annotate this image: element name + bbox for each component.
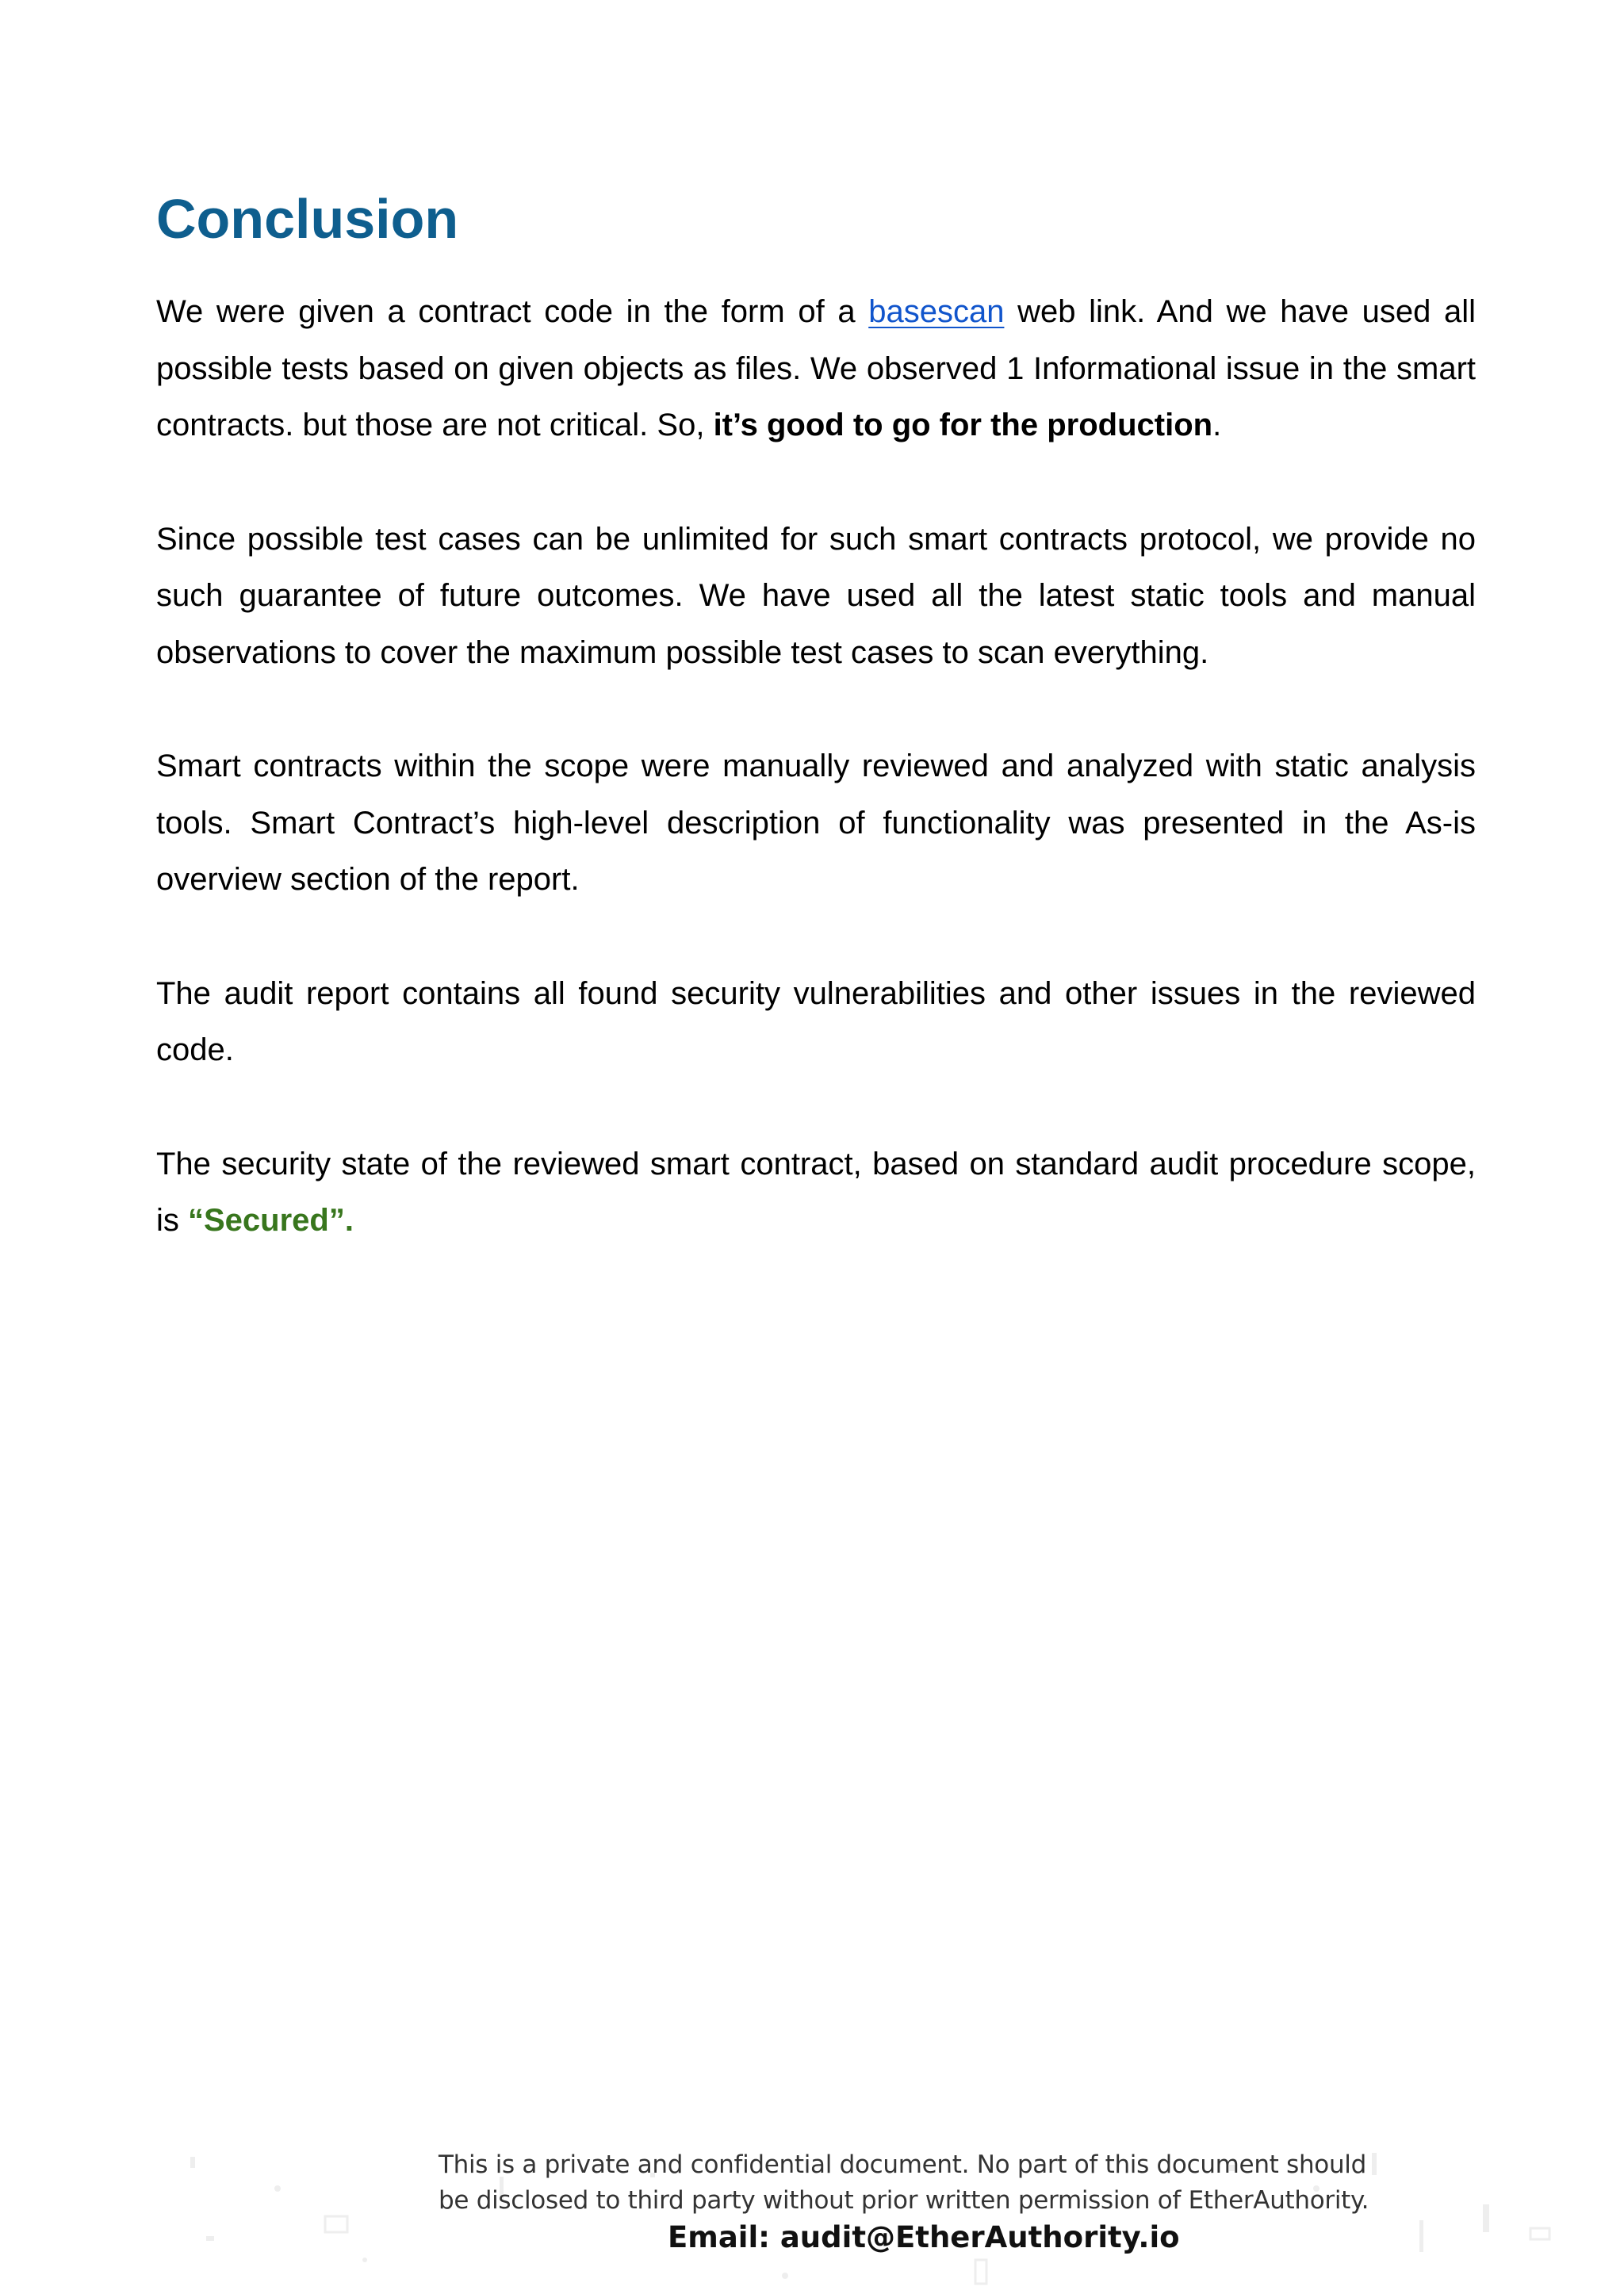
- paragraph-text: .: [1212, 408, 1222, 442]
- paragraph-review-method: Smart contracts within the scope were manually reviewed and analyzed with static analysis tools. Smart Contract’s high-level description of functionality was presented in the As-is overview section of the report.: [156, 749, 1476, 897]
- paragraph-text: web link. And we have used all possible tests based on given objects as files. We observed 1 Informational issue in the smart contracts. but those are not critical. So,: [156, 294, 1476, 442]
- security-status: “Secured”.: [188, 1203, 354, 1238]
- paragraph-report-contents: The audit report contains all found security vulnerabilities and other issues in the reviewed code.: [156, 975, 1476, 1067]
- confidentiality-notice-line-1: This is a private and confidential document. No part of this document should: [439, 2150, 1366, 2179]
- footer: [0, 2141, 1624, 2294]
- basescan-link[interactable]: basescan: [868, 294, 1005, 329]
- paragraph-security-state: [156, 1136, 1476, 1250]
- paragraph-text: We were given a contract code in the form of a: [156, 294, 869, 329]
- page-title: Conclusion: [156, 188, 459, 250]
- production-verdict: it’s good to go for the production: [713, 408, 1213, 442]
- paragraph-contract-source: [156, 284, 1476, 454]
- paragraph-text: The security state of the reviewed smart contract, based on standard audit procedure scope, is: [156, 1146, 1476, 1238]
- conclusion-body: [156, 284, 1476, 1307]
- contact-email: Email: audit@EtherAuthority.io: [668, 2220, 1180, 2254]
- confidentiality-notice-line-2: be disclosed to third party without prior written permission of EtherAuthority.: [439, 2186, 1369, 2215]
- paragraph-guarantee: Since possible test cases can be unlimited for such smart contracts protocol, we provide no such guarantee of future outcomes. We have used all the latest static tools and manual observations to cover the maximum possible test cases to scan everything.: [156, 521, 1476, 670]
